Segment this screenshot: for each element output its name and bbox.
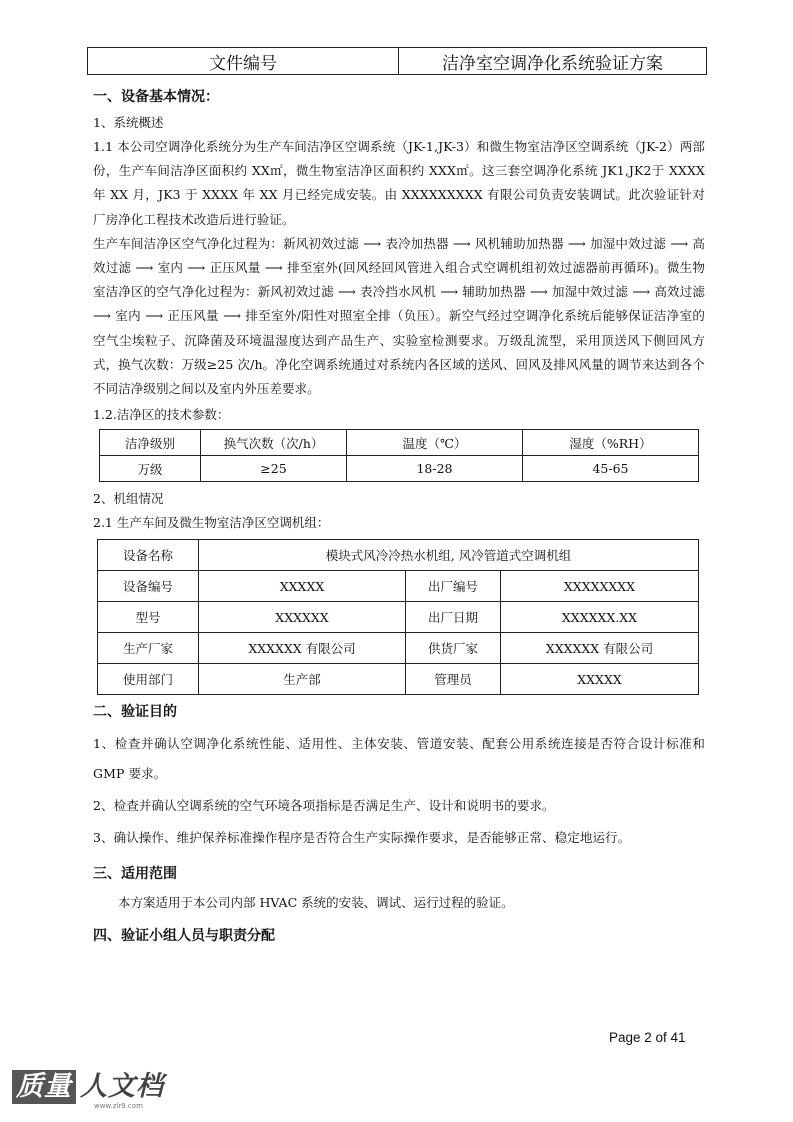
table-cell: 出厂编号 <box>406 571 501 602</box>
sub-heading-tech-params: 1.2.洁净区的技术参数： <box>93 407 230 423</box>
sub-heading-system-overview: 1、系统概述 <box>93 115 164 130</box>
section-4-heading: 四、验证小组人员与职责分配 <box>93 928 275 945</box>
table-cell: XXXXXX 有限公司 <box>501 633 699 664</box>
table-row <box>98 664 699 695</box>
table-row <box>98 571 699 602</box>
unit-info-table <box>97 539 699 695</box>
table-row <box>98 602 699 633</box>
section-3-heading: 三、适用范围 <box>93 866 177 883</box>
purpose-item-2: 2、检查并确认空调系统的空气环境各项指标是否满足生产、设计和说明书的要求。 <box>93 798 555 814</box>
watermark-url: www.zlr9.com <box>94 1102 143 1110</box>
doc-number-label: 文件编号 <box>88 48 399 74</box>
section-1-heading: 一、设备基本情况： <box>93 89 219 105</box>
table-cell: 生产厂家 <box>98 633 199 664</box>
table-row <box>98 633 699 664</box>
table-cell: 45-65 <box>523 456 699 482</box>
table-cell: 模块式风冷冷热水机组, 风冷管道式空调机组 <box>199 540 699 571</box>
tech-params-table <box>99 429 699 482</box>
table-cell: 设备名称 <box>98 540 199 571</box>
table-header-cell: 洁净级别 <box>100 430 201 456</box>
sub-heading-units: 2、机组情况 <box>93 491 164 507</box>
table-cell: XXXXXX.XX <box>501 602 699 633</box>
doc-title: 洁净室空调净化系统验证方案 <box>442 53 663 74</box>
paragraph-overview: 1.1 本公司空调净化系统分为生产车间洁净区空调系统（JK-1,JK-3）和微生物室洁净区空调系统（JK-2）两部份，生产车间洁净区面积约 XX㎡，微生物室洁净区面积约 XXX㎡。这三套空调净化系统 JK1,JK2于 XXXX 年 XX 月，JK3 于 XXXX 年 XX 月已经完成安装。由 XXXXXXXXX 有限公司负责安装调试。此次验证针对厂房净化工程技术改造后进行验证。 <box>93 139 705 227</box>
table-cell: 万级 <box>100 456 201 482</box>
table-cell: 出厂日期 <box>406 602 501 633</box>
doc-header-table <box>87 47 707 75</box>
table-header-row <box>100 430 699 456</box>
sub-heading-unit-list: 2.1 生产车间及微生物室洁净区空调机组： <box>93 515 330 531</box>
table-cell: 型号 <box>98 602 199 633</box>
page-number: Page 2 of 41 <box>609 1030 686 1045</box>
table-cell: XXXXXX <box>199 602 406 633</box>
table-row <box>100 456 699 482</box>
table-cell: 供货厂家 <box>406 633 501 664</box>
table-cell: 生产部 <box>199 664 406 695</box>
watermark-brand-a: 质量 <box>12 1070 76 1104</box>
document-body <box>93 86 705 945</box>
table-row <box>98 540 699 571</box>
table-header-cell: 换气次数（次/h） <box>201 430 347 456</box>
table-cell: 使用部门 <box>98 664 199 695</box>
purpose-item-3: 3、确认操作、维护保养标准操作程序是否符合生产实际操作要求，是否能够正常、稳定地运行。 <box>93 830 631 846</box>
table-header-cell: 湿度（%RH） <box>523 430 699 456</box>
table-cell: XXXXX <box>199 571 406 602</box>
table-header-cell: 温度（℃） <box>347 430 523 456</box>
table-cell: 管理员 <box>406 664 501 695</box>
table-cell: XXXXX <box>501 664 699 695</box>
table-cell: XXXXXX 有限公司 <box>199 633 406 664</box>
watermark-brand-b: 人文档 <box>80 1071 164 1102</box>
purpose-item-1: 1、检查并确认空调净化系统性能、适用性、主体安装、管道安装、配套公用系统连接是否符合设计标准和 GMP 要求。 <box>93 736 705 782</box>
paragraph-process: 生产车间洁净区空气净化过程为：新风初效过滤 ⟶ 表冷加热器 ⟶ 风机辅助加热器 ⟶ 加湿中效过滤 ⟶ 高效过滤 ⟶ 室内 ⟶ 正压风量 ⟶ 排至室外(回风经回风管进入组合式空调机组初效过滤器前再循环)。微生物室洁净区的空气净化过程为：新风初效过滤 ⟶ 表冷挡水风机 ⟶ 辅助加热器 ⟶ 加湿中效过滤 ⟶ 高效过滤 ⟶ 室内 ⟶ 正压风量 ⟶ 排至室外/阳性对照室全排（负压）。新空气经过空调净化系统后能够保证洁净室的空气尘埃粒子、沉降菌及环境温湿度达到产品生产、实验室检测要求。万级乱流型，采用顶送风下侧回风方式，换气次数：万级≥25 次/h。净化空调系统通过对系统内各区域的送风、回风及排风风量的调节来达到各个不同洁净级别之间以及室内外压差要求。 <box>93 235 705 397</box>
table-cell: 设备编号 <box>98 571 199 602</box>
table-cell: XXXXXXXX <box>501 571 699 602</box>
watermark-logo <box>12 1070 168 1110</box>
scope-text: 本方案适用于本公司内部 HVAC 系统的安装、调试、运行过程的验证。 <box>118 895 514 911</box>
section-2-heading: 二、验证目的 <box>93 704 177 721</box>
table-cell: ≥25 <box>201 456 347 482</box>
table-cell: 18-28 <box>347 456 523 482</box>
